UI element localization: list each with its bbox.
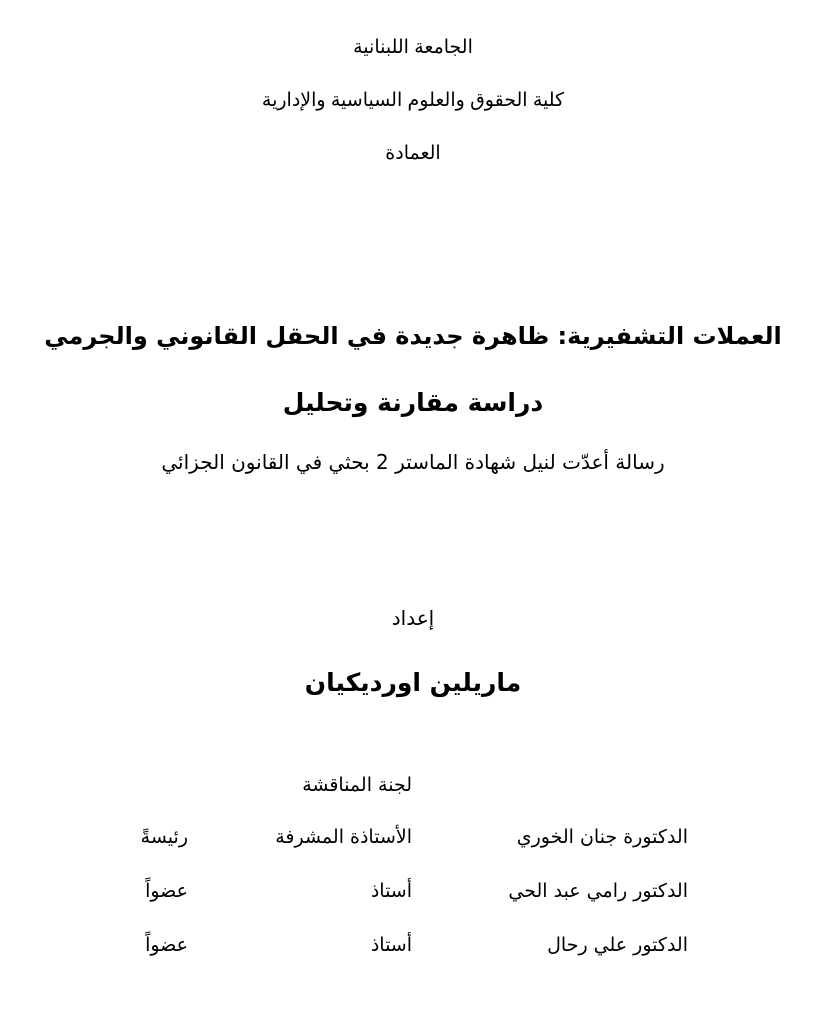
- member-role: رئيسةً: [140, 826, 188, 848]
- university-name: الجامعة اللبنانية: [353, 37, 473, 58]
- member-title: أستاذ: [370, 880, 412, 902]
- member-title: أستاذ: [370, 934, 412, 956]
- author-name: ماريلين اورديكيان: [304, 668, 522, 697]
- faculty-name: كلية الحقوق والعلوم السياسية والإدارية: [261, 90, 565, 111]
- member-name: الدكتور علي رحال: [547, 934, 688, 956]
- member-role: عضواً: [145, 880, 188, 902]
- member-name: الدكتور رامي عبد الحي: [508, 880, 688, 902]
- committee-label: لجنة المناقشة: [302, 774, 412, 796]
- member-name: الدكتورة جنان الخوري: [516, 826, 688, 848]
- member-title: الأستاذة المشرفة: [275, 826, 412, 848]
- thesis-subtitle: دراسة مقارنة وتحليل: [282, 388, 544, 417]
- deanship-label: العمادة: [385, 143, 441, 164]
- thesis-title: العملات التشفيرية: ظاهرة جديدة في الحقل القانوني والجرمي: [44, 322, 782, 350]
- prepared-by-label: إعداد: [391, 606, 435, 630]
- member-role: عضواً: [145, 934, 188, 956]
- thesis-purpose: رسالة أعدّت لنيل شهادة الماستر 2 بحثي في القانون الجزائي: [161, 450, 665, 474]
